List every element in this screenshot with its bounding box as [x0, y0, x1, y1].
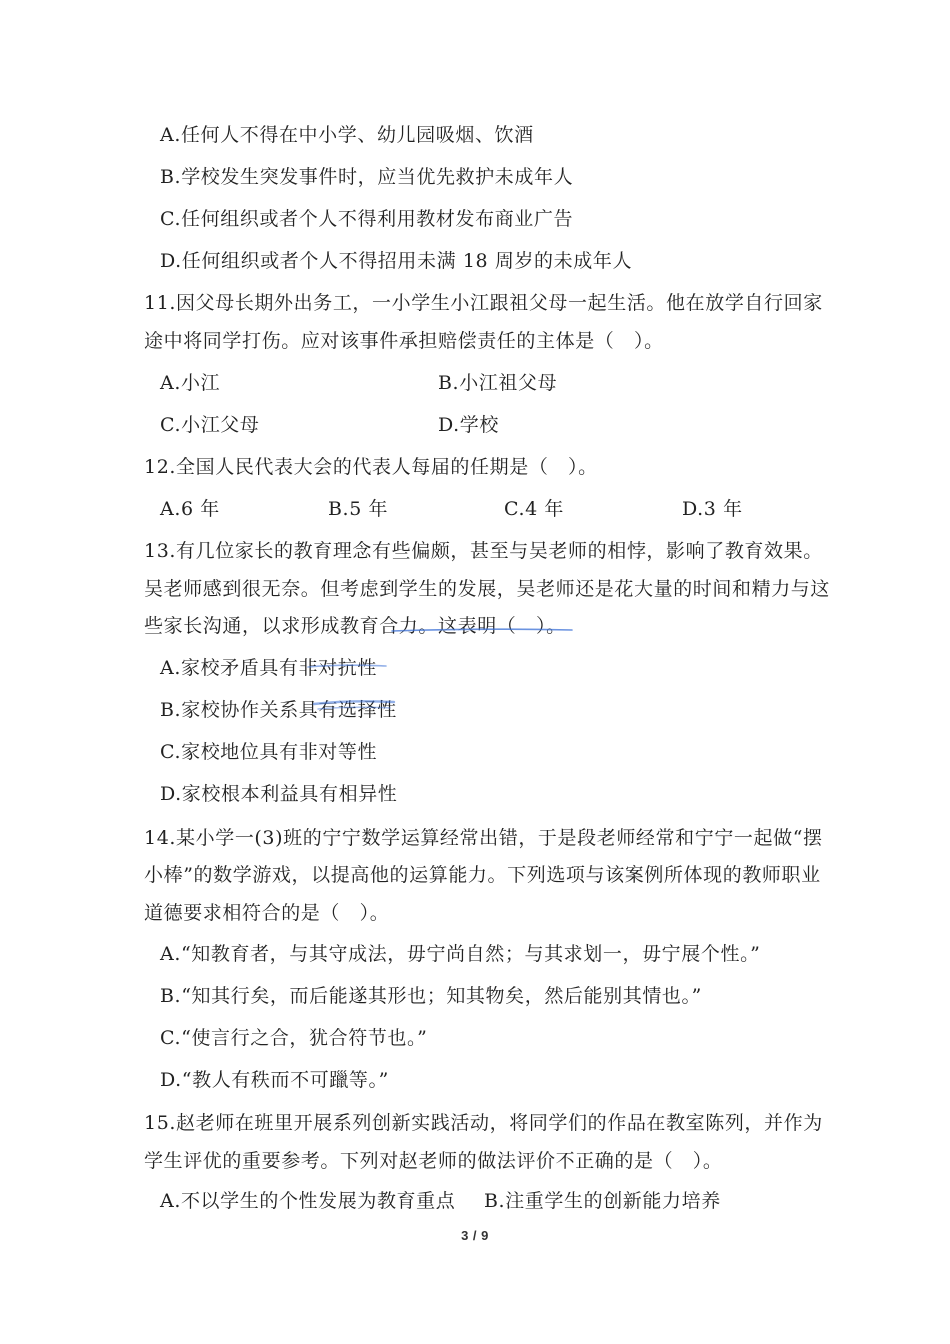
q13-option-c: C.家校地位具有非对等性 — [160, 741, 378, 763]
q13-stem-line2: 吴老师感到很无奈。但考虑到学生的发展，吴老师还是花大量的时间和精力与这 — [144, 578, 831, 600]
q14-option-c: C.“使言行之合，犹合符节也。” — [160, 1027, 428, 1049]
q13-stem-line3: 些家长沟通，以求形成教育合力。这表明（ ）。 — [144, 615, 566, 637]
q12-option-c: C.4 年 — [504, 498, 565, 520]
q10-option-b: B.学校发生突发事件时，应当优先救护未成年人 — [160, 166, 574, 188]
q10-option-d: D.任何组织或者个人不得招用未满 18 周岁的未成年人 — [160, 250, 633, 272]
q12-option-b: B.5 年 — [328, 498, 389, 520]
q14-stem-line3: 道德要求相符合的是（ ）。 — [144, 902, 390, 924]
page-number: 3 / 9 — [461, 1228, 489, 1243]
q11-option-b: B.小江祖父母 — [438, 372, 558, 394]
q11-option-a: A.小江 — [160, 372, 221, 394]
q13-option-d: D.家校根本利益具有相异性 — [160, 783, 398, 805]
q12-stem: 12.全国人民代表大会的代表人每届的任期是（ ）。 — [144, 456, 598, 478]
q10-option-a: A.任何人不得在中小学、幼儿园吸烟、饮酒 — [160, 124, 534, 146]
q15-option-b: B.注重学生的创新能力培养 — [484, 1190, 721, 1212]
q11-option-c: C.小江父母 — [160, 414, 260, 436]
q15-stem-line1: 15.赵老师在班里开展系列创新实践活动，将同学们的作品在教室陈列，并作为 — [144, 1112, 823, 1134]
q14-stem-line1: 14.某小学一(3)班的宁宁数学运算经常出错，于是段老师经常和宁宁一起做“摆 — [144, 827, 823, 849]
q12-option-d: D.3 年 — [682, 498, 743, 520]
q14-option-b: B.“知其行矣，而后能遂其形也；知其物矣，然后能别其情也。” — [160, 985, 702, 1007]
q15-stem-line2: 学生评优的重要参考。下列对赵老师的做法评价不正确的是（ ）。 — [144, 1150, 723, 1172]
q13-option-a: A.家校矛盾具有非对抗性 — [160, 657, 377, 679]
q12-option-a: A.6 年 — [160, 498, 220, 520]
q11-stem-line1: 11.因父母长期外出务工，一小学生小江跟祖父母一起生活。他在放学自行回家 — [144, 292, 823, 314]
q11-option-d: D.学校 — [438, 414, 499, 436]
q14-option-a: A.“知教育者，与其守成法，毋宁尚自然；与其求划一，毋宁展个性。” — [160, 943, 761, 965]
q15-option-a: A.不以学生的个性发展为教育重点 — [160, 1190, 456, 1212]
q11-stem-line2: 途中将同学打伤。应对该事件承担赔偿责任的主体是（ ）。 — [144, 330, 664, 352]
q13-option-b: B.家校协作关系具有选择性 — [160, 699, 397, 721]
q14-stem-line2: 小棒”的数学游戏，以提高他的运算能力。下列选项与该案例所体现的教师职业 — [144, 864, 821, 886]
q10-option-c: C.任何组织或者个人不得利用教材发布商业广告 — [160, 208, 574, 230]
q13-stem-line1: 13.有几位家长的教育理念有些偏颇，甚至与吴老师的相悖，影响了教育效果。 — [144, 540, 823, 562]
q14-option-d: D.“教人有秩而不可躐等。” — [160, 1069, 389, 1091]
